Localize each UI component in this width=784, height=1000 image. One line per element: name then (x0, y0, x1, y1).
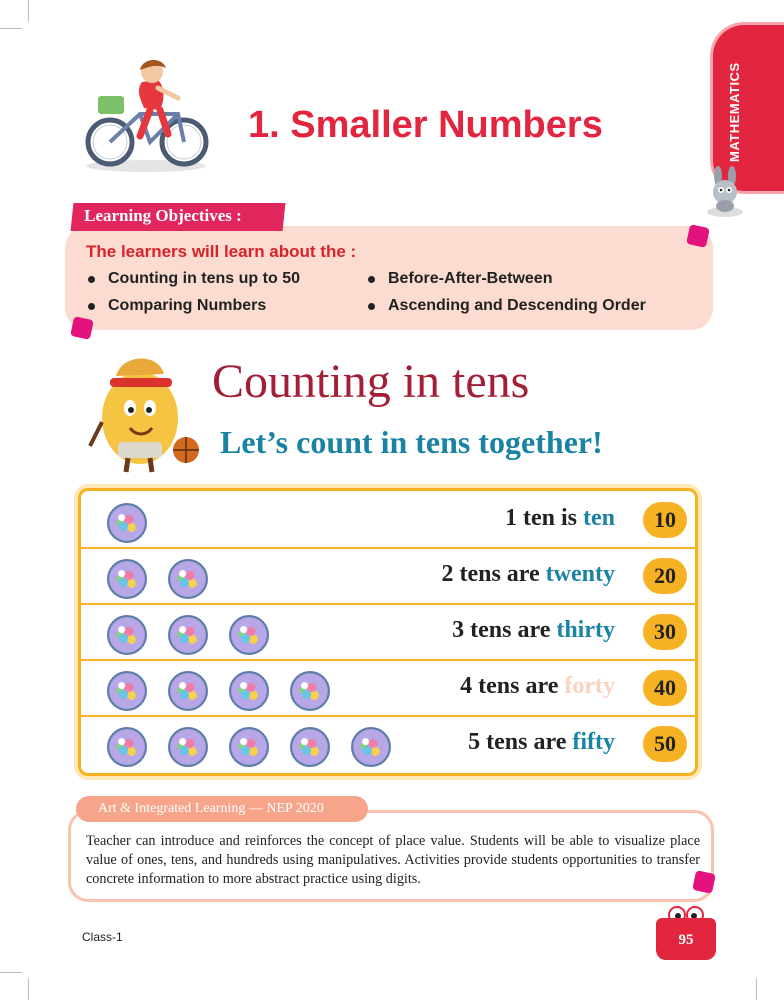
count-sentence-prefix: 5 tens are (468, 729, 573, 755)
objective-item: Comparing Numbers (86, 297, 266, 315)
count-sentence-prefix: 2 tens are (441, 561, 546, 587)
count-row (81, 605, 695, 661)
count-sentence-prefix: 4 tens are (460, 673, 565, 699)
objective-item: Counting in tens up to 50 (86, 270, 300, 288)
number-word: thirty (556, 617, 615, 643)
ten-beads-ball-icon (229, 671, 269, 711)
ten-beads-ball-icon (107, 727, 147, 767)
number-badge: 50 (643, 726, 687, 762)
ten-beads-ball-icon (107, 615, 147, 655)
crop-mark (28, 0, 29, 22)
ten-beads-ball-icon (168, 615, 208, 655)
crop-mark (28, 978, 29, 1000)
crop-mark (0, 972, 22, 973)
count-sentence (505, 505, 615, 532)
number-badge: 20 (643, 558, 687, 594)
boy-on-bicycle-illustration (80, 58, 215, 173)
ten-beads-ball-icon (290, 671, 330, 711)
crop-mark (0, 28, 22, 29)
count-sentence (460, 673, 615, 700)
number-word: forty (564, 673, 615, 699)
ten-beads-ball-icon (229, 727, 269, 767)
art-integrated-learning-text: Teacher can introduce and reinforces the concept of place value. Students will be able to visualize place value of ones, tens, and hundreds using manipulatives. Activities provide students opportunities to transfer concrete information to more abstract practice using digits. (86, 833, 700, 887)
learning-objectives-badge-label: Learning Objectives : (84, 206, 242, 225)
number-badge: 30 (643, 614, 687, 650)
number-word: fifty (572, 729, 615, 755)
decorative-corner-icon (70, 316, 94, 340)
decorative-corner-icon (686, 224, 710, 248)
number-word: ten (583, 505, 615, 531)
ten-beads-ball-icon (107, 503, 147, 543)
count-sentence-prefix: 1 ten is (505, 505, 583, 531)
decorative-corner-icon (692, 870, 716, 894)
count-sentence-prefix: 3 tens are (452, 617, 557, 643)
ten-beads-ball-icon (107, 671, 147, 711)
count-sentence (468, 729, 615, 756)
ten-beads-ball-icon (168, 559, 208, 599)
count-row (81, 493, 695, 549)
objective-item: Ascending and Descending Order (366, 297, 646, 315)
count-row (81, 661, 695, 717)
art-integrated-learning-badge: Art & Integrated Learning — NEP 2020 (76, 796, 368, 822)
rabbit-mascot-icon (700, 166, 750, 220)
basketball-mascot-illustration (88, 346, 208, 476)
number-badge: 10 (643, 502, 687, 538)
ten-beads-ball-icon (168, 671, 208, 711)
ten-beads-ball-icon (290, 727, 330, 767)
number-badge: 40 (643, 670, 687, 706)
ten-beads-ball-icon (351, 727, 391, 767)
ten-beads-ball-icon (229, 615, 269, 655)
class-label: Class-1 (82, 930, 123, 944)
number-word: twenty (545, 561, 615, 587)
section-subtitle: Let’s count in tens together! (220, 424, 603, 460)
learning-objectives-lead: The learners will learn about the : (86, 242, 357, 261)
counting-tens-table (78, 488, 698, 776)
page-number: 95 (678, 932, 694, 948)
objective-item: Before-After-Between (366, 270, 552, 288)
chapter-title: 1. Smaller Numbers (248, 104, 603, 146)
count-row (81, 717, 695, 773)
ten-beads-ball-icon (107, 559, 147, 599)
ten-beads-ball-icon (168, 727, 208, 767)
section-title: Counting in tens (212, 355, 530, 408)
subject-label: MATHEMATICS (727, 62, 742, 162)
learning-objectives-badge (71, 203, 286, 231)
count-row (81, 549, 695, 605)
count-sentence (452, 617, 615, 644)
crop-mark (756, 978, 757, 1000)
count-sentence (441, 561, 615, 588)
